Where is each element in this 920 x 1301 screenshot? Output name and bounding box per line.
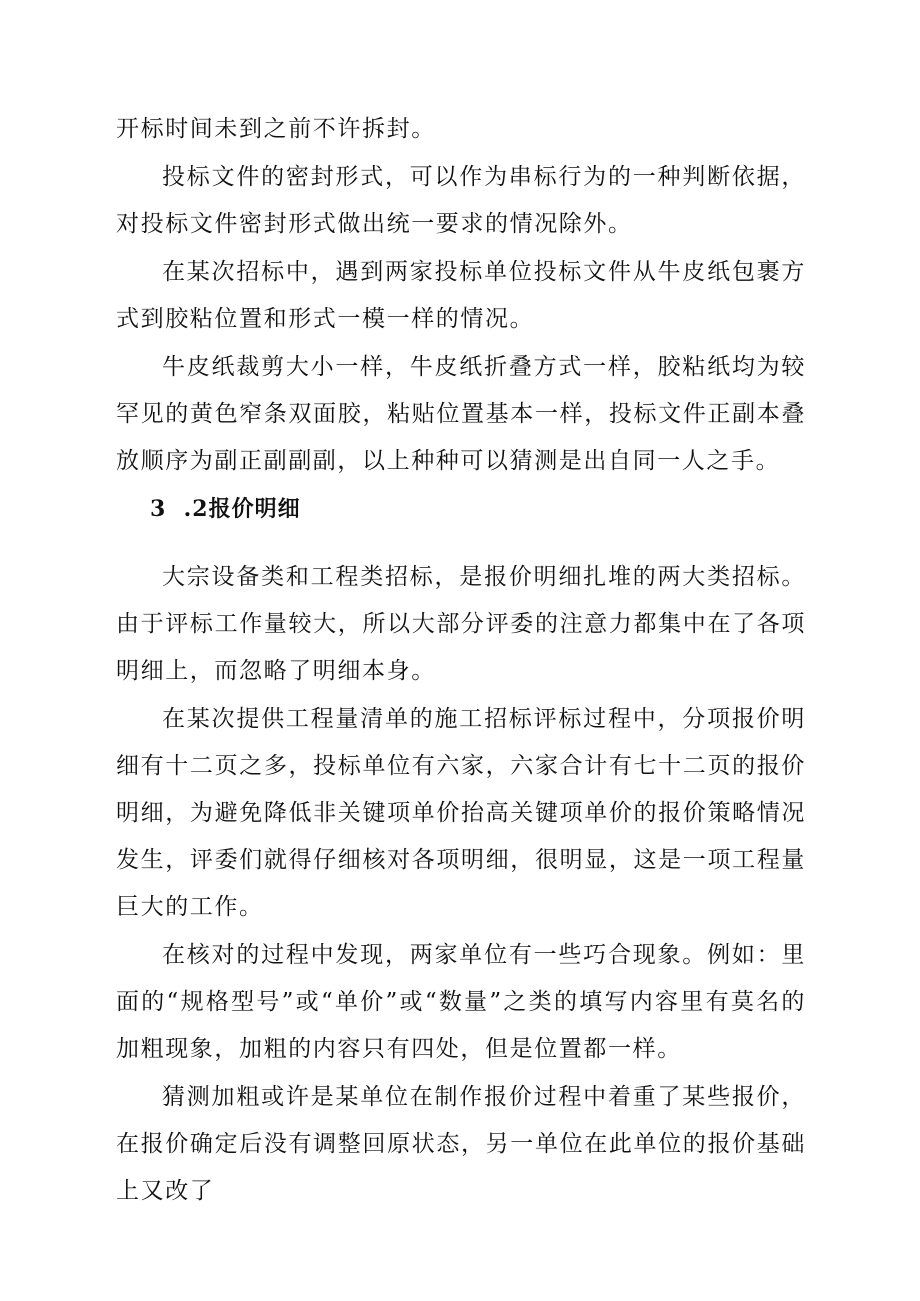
paragraph-packaging-details: 牛皮纸裁剪大小一样，牛皮纸折叠方式一样，胶粘纸均为较罕见的黄色窄条双面胶，粘贴位置基本一样，投标文件正副本叠放顺序为副正副副副，以上种种可以猜测是出自同一人之手。 [116,354,806,474]
paragraph-bulk-tenders: 大宗设备类和工程类招标，是报价明细扎堆的两大类招标。由于评标工作量较大，所以大部分评委的注意力都集中在了各项明细上，而忽略了明细本身。 [116,564,806,684]
paragraph-continuation: 开标时间未到之前不许拆封。 [116,116,436,142]
paragraph-identical-packaging: 在某次招标中，遇到两家投标单位投标文件从牛皮纸包裹方式到胶粘位置和形式一模一样的情况。 [116,259,806,332]
paragraph-coincidences: 在核对的过程中发现，两家单位有一些巧合现象。例如：里面的“规格型号”或“单价”或“数量”之类的填写内容里有莫名的加粗现象，加粗的内容只有四处，但是位置都一样。 [116,942,806,1062]
paragraph-bill-of-quantities: 在某次提供工程量清单的施工招标评标过程中，分项报价明细有十二页之多，投标单位有六家，六家合计有七十二页的报价明细，为避免降低非关键项单价抬高关键项单价的报价策略情况发生，评委们就得仔细核对各项明细，很明显，这是一项工程量巨大的工作。 [116,706,806,920]
paragraph-bold-speculation: 猜测加粗或许是某单位在制作报价过程中着重了某些报价，在报价确定后没有调整回原状态，另一单位在此单位的报价基础上又改了 [116,1084,806,1204]
paragraph-sealing-basis: 投标文件的密封形式，可以作为串标行为的一种判断依据，对投标文件密封形式做出统一要求的情况除外。 [116,164,806,237]
section-heading: 3 .2报价明细 [150,496,301,522]
document-body [116,106,806,1215]
